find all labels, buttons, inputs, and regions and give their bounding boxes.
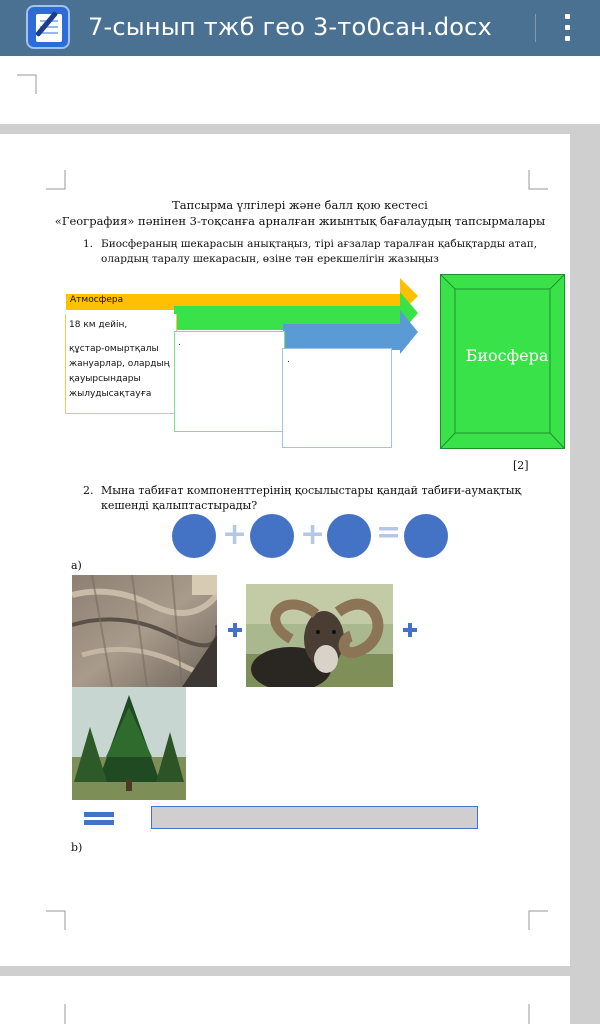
- appbar-divider: [535, 14, 536, 42]
- plus-icon: +: [222, 517, 248, 552]
- question-1-line1: Биосфераның шекарасын анықтаңыз, тірі ағзалар таралған қабықтарды атап,: [101, 238, 538, 250]
- lithosphere-mark: .: [287, 355, 290, 365]
- question-1-number: 1.: [83, 238, 94, 250]
- page-corner-mark: [46, 1004, 66, 1024]
- part-a-label: a): [71, 559, 82, 572]
- page-corner-mark: [528, 910, 548, 930]
- atmosphere-text-line4: қауырсындары: [69, 374, 141, 384]
- hydrosphere-textbox: [174, 331, 285, 432]
- page-corner-mark: [46, 170, 66, 190]
- answer-field[interactable]: [151, 806, 478, 829]
- document-app-icon[interactable]: [26, 5, 70, 49]
- atmosphere-text-line1: 18 км дейін,: [69, 320, 128, 330]
- rock-photo: [72, 575, 217, 687]
- page-corner-mark: [528, 1004, 548, 1024]
- circle-shape: [404, 514, 448, 558]
- atmosphere-text-line2: құстар-омыртқалы: [69, 344, 159, 354]
- lithosphere-textbox: [282, 348, 392, 448]
- plus-icon: [403, 623, 417, 637]
- page-corner-mark: [528, 170, 548, 190]
- score-mark: [2]: [513, 459, 529, 472]
- heading-subtitle: «География» пәнінен 3-тоқсанға арналған жиынтық бағалаудың тапсырмалары: [54, 214, 546, 228]
- previous-page: [0, 56, 600, 124]
- part-b-label: b): [71, 841, 83, 854]
- question-2-line1: Мына табиғат компоненттерінің қосылыстары қандай табиғи-аумақтық: [101, 484, 522, 497]
- hydrosphere-mark: .: [178, 338, 181, 348]
- ram-photo: [246, 584, 393, 687]
- heading-title: Тапсырма үлгілері және балл қою кестесі: [172, 198, 428, 212]
- circle-shape: [250, 514, 294, 558]
- equals-icon: =: [376, 515, 402, 550]
- question-2-line2: кешенді қалыптастырады?: [101, 499, 258, 512]
- plus-icon: [228, 623, 242, 637]
- question-1-line2: олардың таралу шекарасын, өзіне тән ерекшелігін жазыңыз: [101, 253, 439, 265]
- atmosphere-textbox: [65, 314, 177, 414]
- next-page: [0, 976, 570, 1024]
- tree-photo: [72, 687, 186, 800]
- circle-shape: [172, 514, 216, 558]
- overflow-menu-icon[interactable]: [560, 14, 574, 42]
- atmosphere-text-line3: жануарлар, олардың: [69, 359, 170, 369]
- biosphere-label: Биосфера: [465, 346, 549, 365]
- document-page: [0, 134, 570, 966]
- app-bar: [0, 0, 600, 56]
- equals-icon: [84, 812, 114, 825]
- page-corner-mark: [46, 910, 66, 930]
- document-title: 7-сынып тжб гео 3-то0сан.docx: [88, 13, 492, 41]
- atmosphere-text-line5: жылудысақтауға: [69, 389, 152, 399]
- atmosphere-label: Атмосфера: [70, 295, 124, 305]
- question-2-number: 2.: [83, 484, 94, 497]
- circle-shape: [327, 514, 371, 558]
- page-corner-mark: [17, 74, 37, 94]
- plus-icon: +: [300, 517, 326, 552]
